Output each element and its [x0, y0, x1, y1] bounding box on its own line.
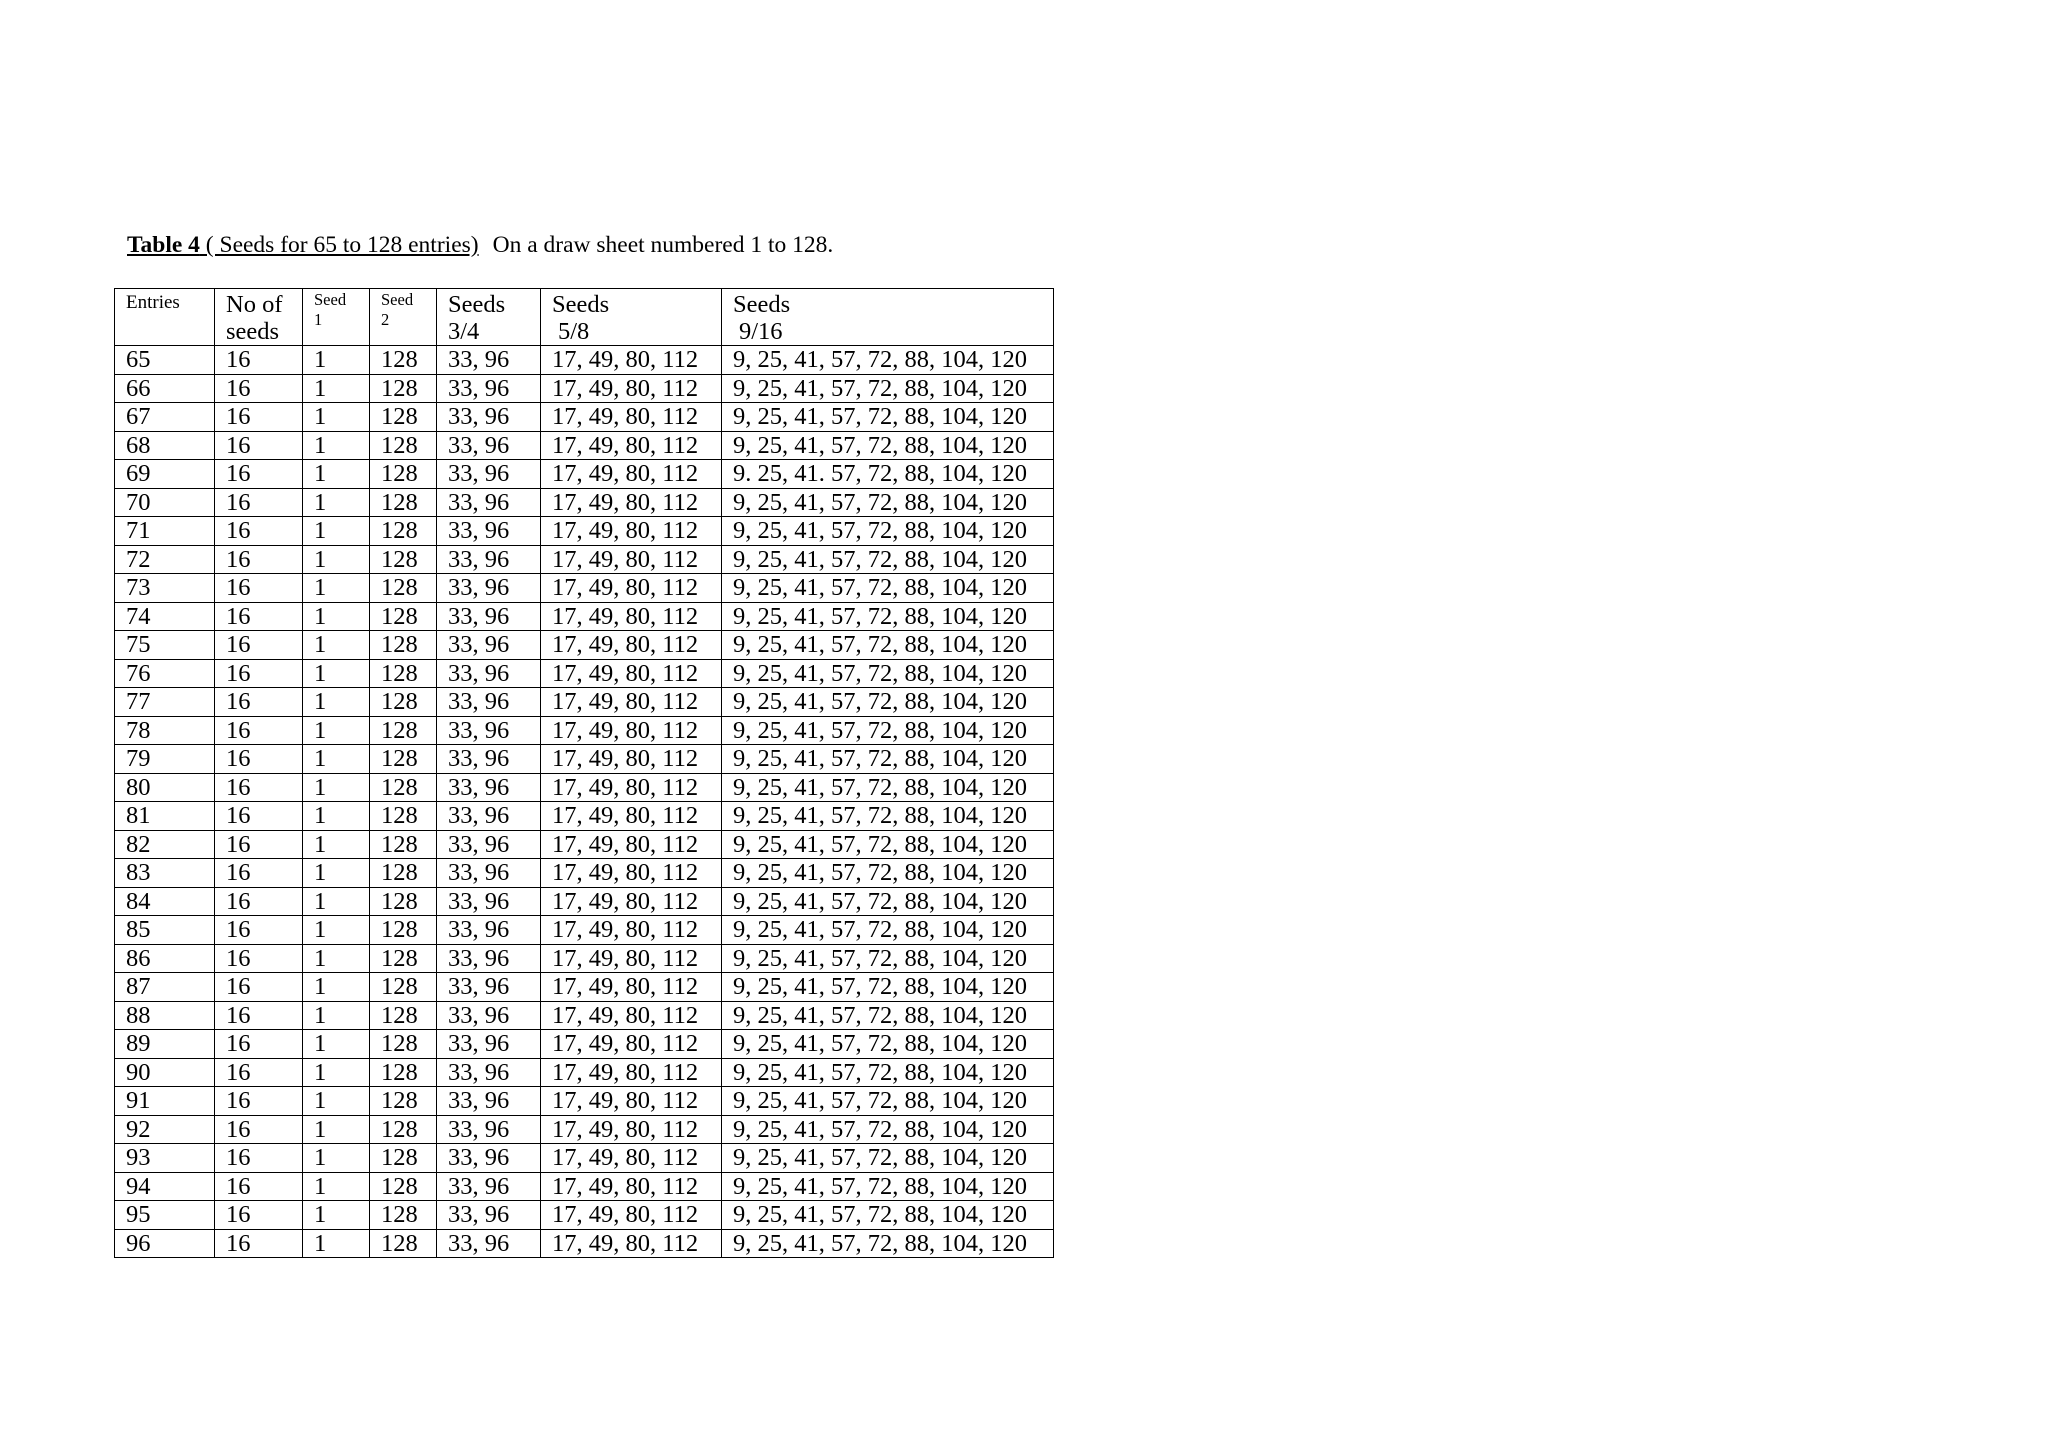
- cell-entries: 92: [115, 1115, 215, 1144]
- cell-seeds-5-8: 17, 49, 80, 112: [541, 745, 722, 774]
- cell-seeds-3-4: 33, 96: [437, 716, 541, 745]
- cell-seed-1: 1: [303, 346, 370, 375]
- cell-no-of-seeds: 16: [215, 431, 303, 460]
- table-number: Table 4: [127, 232, 200, 258]
- cell-seeds-9-16: 9, 25, 41, 57, 72, 88, 104, 120: [722, 346, 1054, 375]
- cell-no-of-seeds: 16: [215, 574, 303, 603]
- cell-seed-2: 128: [370, 944, 437, 973]
- cell-seeds-3-4: 33, 96: [437, 602, 541, 631]
- cell-seeds-9-16: 9, 25, 41, 57, 72, 88, 104, 120: [722, 973, 1054, 1002]
- cell-seeds-3-4: 33, 96: [437, 1058, 541, 1087]
- table-row: [115, 1087, 1054, 1116]
- cell-seed-2: 128: [370, 460, 437, 489]
- cell-entries: 96: [115, 1229, 215, 1258]
- header-no-of-seeds-line1: No of: [226, 291, 283, 318]
- cell-seeds-3-4: 33, 96: [437, 460, 541, 489]
- cell-seeds-9-16: 9, 25, 41, 57, 72, 88, 104, 120: [722, 574, 1054, 603]
- cell-seeds-3-4: 33, 96: [437, 403, 541, 432]
- cell-no-of-seeds: 16: [215, 802, 303, 831]
- header-seeds-3-4-line1: Seeds: [448, 291, 506, 318]
- cell-seed-1: 1: [303, 802, 370, 831]
- cell-seeds-9-16: 9, 25, 41, 57, 72, 88, 104, 120: [722, 773, 1054, 802]
- table-row: [115, 574, 1054, 603]
- cell-seed-2: 128: [370, 859, 437, 888]
- cell-no-of-seeds: 16: [215, 887, 303, 916]
- cell-seed-2: 128: [370, 403, 437, 432]
- cell-entries: 93: [115, 1144, 215, 1173]
- table-row: [115, 887, 1054, 916]
- cell-no-of-seeds: 16: [215, 1058, 303, 1087]
- cell-seeds-3-4: 33, 96: [437, 830, 541, 859]
- cell-seed-1: 1: [303, 460, 370, 489]
- cell-seeds-5-8: 17, 49, 80, 112: [541, 1201, 722, 1230]
- seeds-table: [114, 288, 1054, 1258]
- cell-no-of-seeds: 16: [215, 488, 303, 517]
- cell-seeds-5-8: 17, 49, 80, 112: [541, 1229, 722, 1258]
- cell-seeds-9-16: 9, 25, 41, 57, 72, 88, 104, 120: [722, 1229, 1054, 1258]
- cell-seeds-3-4: 33, 96: [437, 1030, 541, 1059]
- cell-entries: 78: [115, 716, 215, 745]
- table-row: [115, 745, 1054, 774]
- cell-seeds-3-4: 33, 96: [437, 374, 541, 403]
- cell-no-of-seeds: 16: [215, 602, 303, 631]
- header-row: [115, 289, 1054, 346]
- table-row: [115, 688, 1054, 717]
- cell-entries: 80: [115, 773, 215, 802]
- cell-entries: 73: [115, 574, 215, 603]
- cell-seeds-5-8: 17, 49, 80, 112: [541, 460, 722, 489]
- cell-entries: 90: [115, 1058, 215, 1087]
- table-row: [115, 802, 1054, 831]
- cell-seed-2: 128: [370, 545, 437, 574]
- cell-seeds-3-4: 33, 96: [437, 887, 541, 916]
- table-row: [115, 631, 1054, 660]
- cell-seeds-3-4: 33, 96: [437, 944, 541, 973]
- cell-seeds-3-4: 33, 96: [437, 745, 541, 774]
- table-row: [115, 1115, 1054, 1144]
- cell-entries: 70: [115, 488, 215, 517]
- cell-entries: 91: [115, 1087, 215, 1116]
- cell-seed-1: 1: [303, 517, 370, 546]
- cell-no-of-seeds: 16: [215, 1201, 303, 1230]
- cell-seeds-5-8: 17, 49, 80, 112: [541, 346, 722, 375]
- cell-seeds-9-16: 9, 25, 41, 57, 72, 88, 104, 120: [722, 431, 1054, 460]
- cell-no-of-seeds: 16: [215, 517, 303, 546]
- table-row: [115, 431, 1054, 460]
- cell-seed-2: 128: [370, 916, 437, 945]
- cell-seeds-9-16: 9, 25, 41, 57, 72, 88, 104, 120: [722, 631, 1054, 660]
- cell-seeds-9-16: 9, 25, 41, 57, 72, 88, 104, 120: [722, 944, 1054, 973]
- cell-seed-2: 128: [370, 574, 437, 603]
- cell-seed-1: 1: [303, 574, 370, 603]
- table-row: [115, 1201, 1054, 1230]
- table-caption: [127, 230, 833, 260]
- table-row: [115, 1030, 1054, 1059]
- table-row: [115, 973, 1054, 1002]
- cell-seed-1: 1: [303, 973, 370, 1002]
- cell-seed-2: 128: [370, 1115, 437, 1144]
- cell-seeds-5-8: 17, 49, 80, 112: [541, 659, 722, 688]
- table-row: [115, 716, 1054, 745]
- cell-no-of-seeds: 16: [215, 403, 303, 432]
- cell-seed-1: 1: [303, 659, 370, 688]
- cell-seeds-9-16: 9, 25, 41, 57, 72, 88, 104, 120: [722, 745, 1054, 774]
- cell-entries: 75: [115, 631, 215, 660]
- cell-seed-2: 128: [370, 1172, 437, 1201]
- cell-seeds-9-16: 9, 25, 41, 57, 72, 88, 104, 120: [722, 545, 1054, 574]
- cell-seed-2: 128: [370, 773, 437, 802]
- cell-seed-1: 1: [303, 488, 370, 517]
- table-row: [115, 403, 1054, 432]
- cell-seed-1: 1: [303, 374, 370, 403]
- cell-entries: 83: [115, 859, 215, 888]
- cell-seeds-5-8: 17, 49, 80, 112: [541, 1087, 722, 1116]
- cell-entries: 95: [115, 1201, 215, 1230]
- cell-seeds-5-8: 17, 49, 80, 112: [541, 374, 722, 403]
- cell-seeds-3-4: 33, 96: [437, 659, 541, 688]
- cell-entries: 72: [115, 545, 215, 574]
- cell-seed-1: 1: [303, 830, 370, 859]
- cell-seeds-3-4: 33, 96: [437, 1087, 541, 1116]
- table-row: [115, 1058, 1054, 1087]
- header-seeds-9-16: [722, 289, 1054, 346]
- cell-entries: 68: [115, 431, 215, 460]
- cell-seed-1: 1: [303, 431, 370, 460]
- table-row: [115, 1001, 1054, 1030]
- cell-seeds-3-4: 33, 96: [437, 916, 541, 945]
- cell-seeds-9-16: 9, 25, 41, 57, 72, 88, 104, 120: [722, 830, 1054, 859]
- cell-no-of-seeds: 16: [215, 916, 303, 945]
- cell-seeds-3-4: 33, 96: [437, 1001, 541, 1030]
- cell-seed-1: 1: [303, 887, 370, 916]
- cell-seeds-9-16: 9, 25, 41, 57, 72, 88, 104, 120: [722, 1172, 1054, 1201]
- cell-seeds-5-8: 17, 49, 80, 112: [541, 1058, 722, 1087]
- cell-no-of-seeds: 16: [215, 688, 303, 717]
- header-seed-1-line1: Seed: [314, 290, 347, 309]
- cell-seeds-5-8: 17, 49, 80, 112: [541, 1172, 722, 1201]
- cell-no-of-seeds: 16: [215, 944, 303, 973]
- cell-seed-2: 128: [370, 1058, 437, 1087]
- header-seeds-5-8-line2: 5/8: [558, 318, 590, 345]
- cell-seed-2: 128: [370, 1030, 437, 1059]
- cell-seed-2: 128: [370, 1201, 437, 1230]
- table-row: [115, 488, 1054, 517]
- cell-seeds-9-16: 9, 25, 41, 57, 72, 88, 104, 120: [722, 716, 1054, 745]
- cell-entries: 65: [115, 346, 215, 375]
- cell-seeds-3-4: 33, 96: [437, 1172, 541, 1201]
- cell-seed-1: 1: [303, 1144, 370, 1173]
- cell-seeds-5-8: 17, 49, 80, 112: [541, 973, 722, 1002]
- cell-entries: 85: [115, 916, 215, 945]
- cell-seeds-5-8: 17, 49, 80, 112: [541, 802, 722, 831]
- cell-seed-1: 1: [303, 631, 370, 660]
- cell-entries: 67: [115, 403, 215, 432]
- cell-seeds-3-4: 33, 96: [437, 431, 541, 460]
- table-row: [115, 517, 1054, 546]
- cell-no-of-seeds: 16: [215, 659, 303, 688]
- cell-seeds-9-16: 9, 25, 41, 57, 72, 88, 104, 120: [722, 802, 1054, 831]
- cell-no-of-seeds: 16: [215, 1115, 303, 1144]
- cell-seeds-9-16: 9, 25, 41, 57, 72, 88, 104, 120: [722, 916, 1054, 945]
- cell-seeds-3-4: 33, 96: [437, 1229, 541, 1258]
- cell-entries: 86: [115, 944, 215, 973]
- cell-entries: 81: [115, 802, 215, 831]
- cell-seeds-5-8: 17, 49, 80, 112: [541, 916, 722, 945]
- table-row: [115, 545, 1054, 574]
- cell-no-of-seeds: 16: [215, 745, 303, 774]
- cell-seeds-9-16: 9. 25, 41. 57, 72, 88, 104, 120: [722, 460, 1054, 489]
- cell-seeds-5-8: 17, 49, 80, 112: [541, 631, 722, 660]
- cell-no-of-seeds: 16: [215, 1144, 303, 1173]
- cell-seeds-5-8: 17, 49, 80, 112: [541, 1030, 722, 1059]
- cell-seeds-9-16: 9, 25, 41, 57, 72, 88, 104, 120: [722, 403, 1054, 432]
- cell-no-of-seeds: 16: [215, 830, 303, 859]
- cell-seed-1: 1: [303, 716, 370, 745]
- cell-seed-2: 128: [370, 431, 437, 460]
- table-row: [115, 1229, 1054, 1258]
- cell-entries: 66: [115, 374, 215, 403]
- header-entries-label: Entries: [126, 292, 180, 313]
- cell-seed-2: 128: [370, 374, 437, 403]
- cell-seed-2: 128: [370, 887, 437, 916]
- header-seeds-5-8: [541, 289, 722, 346]
- cell-seed-1: 1: [303, 1115, 370, 1144]
- cell-seeds-3-4: 33, 96: [437, 1115, 541, 1144]
- cell-seeds-5-8: 17, 49, 80, 112: [541, 859, 722, 888]
- cell-seed-2: 128: [370, 488, 437, 517]
- cell-no-of-seeds: 16: [215, 716, 303, 745]
- cell-seeds-3-4: 33, 96: [437, 1144, 541, 1173]
- cell-seed-2: 128: [370, 631, 437, 660]
- cell-seeds-3-4: 33, 96: [437, 545, 541, 574]
- cell-seeds-5-8: 17, 49, 80, 112: [541, 1115, 722, 1144]
- cell-entries: 82: [115, 830, 215, 859]
- cell-seed-1: 1: [303, 745, 370, 774]
- cell-seed-1: 1: [303, 773, 370, 802]
- table-row: [115, 773, 1054, 802]
- header-seeds-9-16-line1: Seeds: [733, 291, 791, 318]
- cell-seeds-5-8: 17, 49, 80, 112: [541, 944, 722, 973]
- cell-seeds-9-16: 9, 25, 41, 57, 72, 88, 104, 120: [722, 1115, 1054, 1144]
- cell-seed-2: 128: [370, 659, 437, 688]
- cell-no-of-seeds: 16: [215, 1172, 303, 1201]
- cell-seed-2: 128: [370, 830, 437, 859]
- cell-seeds-9-16: 9, 25, 41, 57, 72, 88, 104, 120: [722, 688, 1054, 717]
- cell-seed-1: 1: [303, 916, 370, 945]
- cell-seed-2: 128: [370, 802, 437, 831]
- cell-seed-1: 1: [303, 1058, 370, 1087]
- cell-seeds-5-8: 17, 49, 80, 112: [541, 517, 722, 546]
- cell-seed-1: 1: [303, 1001, 370, 1030]
- cell-seed-2: 128: [370, 688, 437, 717]
- cell-seeds-3-4: 33, 96: [437, 574, 541, 603]
- table-row: [115, 1144, 1054, 1173]
- cell-seed-1: 1: [303, 403, 370, 432]
- cell-seeds-5-8: 17, 49, 80, 112: [541, 1001, 722, 1030]
- table-note: On a draw sheet numbered 1 to 128.: [492, 232, 834, 258]
- cell-seed-1: 1: [303, 1172, 370, 1201]
- cell-seeds-9-16: 9, 25, 41, 57, 72, 88, 104, 120: [722, 1144, 1054, 1173]
- cell-seed-2: 128: [370, 973, 437, 1002]
- cell-seeds-9-16: 9, 25, 41, 57, 72, 88, 104, 120: [722, 1058, 1054, 1087]
- cell-seed-1: 1: [303, 602, 370, 631]
- cell-entries: 87: [115, 973, 215, 1002]
- cell-seed-1: 1: [303, 545, 370, 574]
- cell-seeds-5-8: 17, 49, 80, 112: [541, 545, 722, 574]
- cell-seeds-5-8: 17, 49, 80, 112: [541, 716, 722, 745]
- cell-seed-2: 128: [370, 346, 437, 375]
- cell-no-of-seeds: 16: [215, 346, 303, 375]
- cell-entries: 84: [115, 887, 215, 916]
- table-body: [115, 346, 1054, 1258]
- cell-no-of-seeds: 16: [215, 460, 303, 489]
- table-row: [115, 859, 1054, 888]
- table-row: [115, 602, 1054, 631]
- cell-seeds-3-4: 33, 96: [437, 773, 541, 802]
- cell-seed-2: 128: [370, 1087, 437, 1116]
- header-seeds-5-8-line1: Seeds: [552, 291, 610, 318]
- cell-seed-1: 1: [303, 1229, 370, 1258]
- cell-seeds-3-4: 33, 96: [437, 488, 541, 517]
- table-row: [115, 916, 1054, 945]
- cell-seeds-3-4: 33, 96: [437, 1201, 541, 1230]
- header-seeds-3-4: [437, 289, 541, 346]
- cell-seeds-9-16: 9, 25, 41, 57, 72, 88, 104, 120: [722, 659, 1054, 688]
- cell-entries: 71: [115, 517, 215, 546]
- cell-seeds-5-8: 17, 49, 80, 112: [541, 403, 722, 432]
- cell-no-of-seeds: 16: [215, 1030, 303, 1059]
- cell-seed-1: 1: [303, 944, 370, 973]
- header-seeds-3-4-line2: 3/4: [448, 318, 480, 345]
- cell-entries: 89: [115, 1030, 215, 1059]
- cell-seeds-5-8: 17, 49, 80, 112: [541, 431, 722, 460]
- cell-seeds-3-4: 33, 96: [437, 346, 541, 375]
- cell-no-of-seeds: 16: [215, 631, 303, 660]
- table-row: [115, 374, 1054, 403]
- cell-seed-1: 1: [303, 1030, 370, 1059]
- header-seed-1: [303, 289, 370, 346]
- cell-seeds-3-4: 33, 96: [437, 973, 541, 1002]
- cell-seed-2: 128: [370, 602, 437, 631]
- cell-seed-2: 128: [370, 716, 437, 745]
- cell-no-of-seeds: 16: [215, 773, 303, 802]
- cell-entries: 79: [115, 745, 215, 774]
- cell-seeds-9-16: 9, 25, 41, 57, 72, 88, 104, 120: [722, 374, 1054, 403]
- cell-seed-2: 128: [370, 1144, 437, 1173]
- cell-seeds-9-16: 9, 25, 41, 57, 72, 88, 104, 120: [722, 1030, 1054, 1059]
- table-row: [115, 659, 1054, 688]
- cell-seeds-3-4: 33, 96: [437, 631, 541, 660]
- cell-seeds-9-16: 9, 25, 41, 57, 72, 88, 104, 120: [722, 1201, 1054, 1230]
- header-seed-2: [370, 289, 437, 346]
- cell-seeds-9-16: 9, 25, 41, 57, 72, 88, 104, 120: [722, 859, 1054, 888]
- cell-seeds-5-8: 17, 49, 80, 112: [541, 488, 722, 517]
- cell-no-of-seeds: 16: [215, 1229, 303, 1258]
- cell-seeds-3-4: 33, 96: [437, 517, 541, 546]
- cell-entries: 76: [115, 659, 215, 688]
- header-seed-2-line1: Seed: [381, 290, 414, 309]
- cell-seeds-5-8: 17, 49, 80, 112: [541, 688, 722, 717]
- cell-no-of-seeds: 16: [215, 545, 303, 574]
- cell-seeds-3-4: 33, 96: [437, 688, 541, 717]
- cell-seed-2: 128: [370, 1001, 437, 1030]
- cell-seeds-9-16: 9, 25, 41, 57, 72, 88, 104, 120: [722, 887, 1054, 916]
- cell-entries: 69: [115, 460, 215, 489]
- cell-no-of-seeds: 16: [215, 1087, 303, 1116]
- cell-seeds-5-8: 17, 49, 80, 112: [541, 574, 722, 603]
- cell-seeds-9-16: 9, 25, 41, 57, 72, 88, 104, 120: [722, 1087, 1054, 1116]
- cell-seed-2: 128: [370, 1229, 437, 1258]
- header-seed-1-line2: 1: [314, 310, 323, 329]
- cell-entries: 88: [115, 1001, 215, 1030]
- cell-seeds-9-16: 9, 25, 41, 57, 72, 88, 104, 120: [722, 1001, 1054, 1030]
- cell-seeds-5-8: 17, 49, 80, 112: [541, 602, 722, 631]
- cell-no-of-seeds: 16: [215, 973, 303, 1002]
- cell-seed-1: 1: [303, 688, 370, 717]
- table-row: [115, 830, 1054, 859]
- cell-seed-1: 1: [303, 1087, 370, 1116]
- header-entries: [115, 289, 215, 346]
- cell-seeds-9-16: 9, 25, 41, 57, 72, 88, 104, 120: [722, 602, 1054, 631]
- table-row: [115, 460, 1054, 489]
- cell-seed-2: 128: [370, 517, 437, 546]
- cell-seeds-5-8: 17, 49, 80, 112: [541, 1144, 722, 1173]
- cell-seeds-5-8: 17, 49, 80, 112: [541, 887, 722, 916]
- table-row: [115, 346, 1054, 375]
- cell-entries: 94: [115, 1172, 215, 1201]
- cell-entries: 74: [115, 602, 215, 631]
- table-row: [115, 944, 1054, 973]
- cell-no-of-seeds: 16: [215, 859, 303, 888]
- cell-seeds-9-16: 9, 25, 41, 57, 72, 88, 104, 120: [722, 517, 1054, 546]
- cell-seeds-5-8: 17, 49, 80, 112: [541, 830, 722, 859]
- cell-seed-2: 128: [370, 745, 437, 774]
- cell-no-of-seeds: 16: [215, 1001, 303, 1030]
- header-seeds-9-16-line2: 9/16: [739, 318, 783, 345]
- cell-seed-1: 1: [303, 1201, 370, 1230]
- cell-seeds-3-4: 33, 96: [437, 859, 541, 888]
- header-no-of-seeds-line2: seeds: [226, 318, 280, 345]
- cell-entries: 77: [115, 688, 215, 717]
- cell-seeds-5-8: 17, 49, 80, 112: [541, 773, 722, 802]
- table-subtitle: ( Seeds for 65 to 128 entries): [199, 232, 479, 258]
- cell-seed-1: 1: [303, 859, 370, 888]
- header-seed-2-line2: 2: [381, 310, 390, 329]
- header-no-of-seeds: [215, 289, 303, 346]
- cell-seeds-3-4: 33, 96: [437, 802, 541, 831]
- cell-seeds-9-16: 9, 25, 41, 57, 72, 88, 104, 120: [722, 488, 1054, 517]
- table-row: [115, 1172, 1054, 1201]
- cell-no-of-seeds: 16: [215, 374, 303, 403]
